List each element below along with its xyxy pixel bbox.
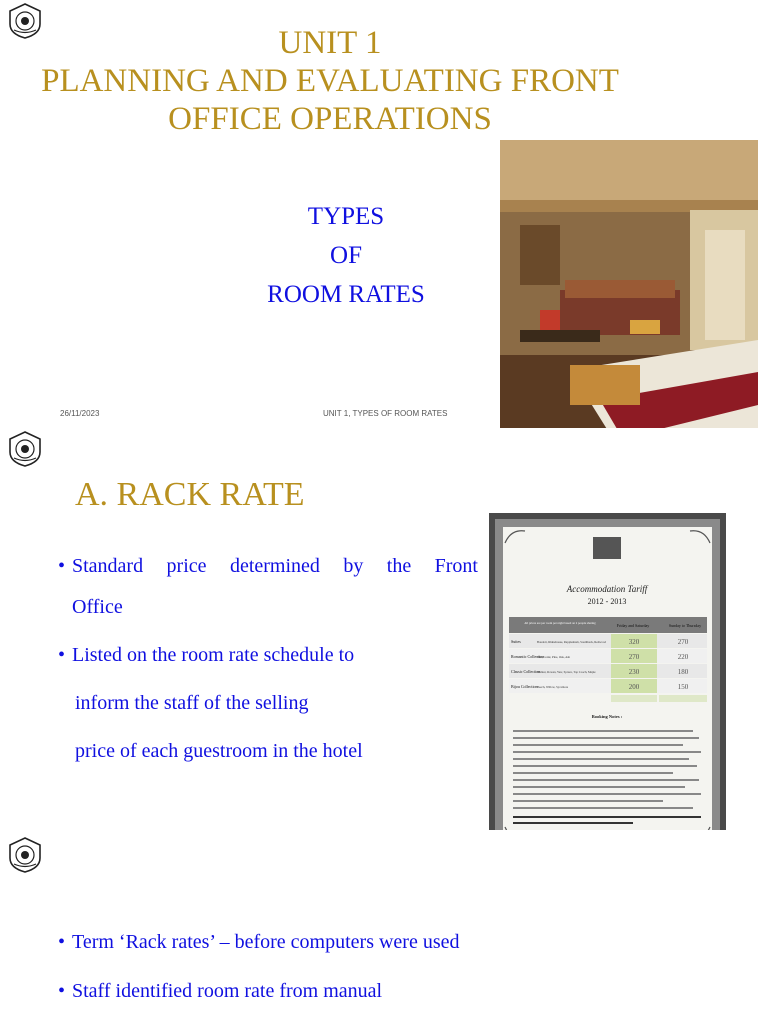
tariff-row-rooms: Beech, Willow, Sycamore [537,685,569,689]
subtitle-line-1: TYPES [307,203,385,230]
bullet-standard-price-continued [72,595,123,619]
tariff-row-sun: 180 [677,668,689,676]
bullet-marker: • [58,644,66,666]
tariff-row-fri: 270 [628,653,640,661]
tariff-row-rooms: Boudoir, Rhinehouse, Rapplesham, Southbeck, Redwood [537,640,606,644]
tariff-row [509,649,707,663]
tariff-row-fri: 200 [628,683,640,691]
subtitle-line-2: OF [330,242,362,269]
tariff-row-sun: 220 [677,653,689,661]
subtitle-line-3: ROOM RATES [267,281,425,308]
bullet-room-rate-line-2: inform the staff of the selling [75,692,309,714]
tariff-row-sun: 150 [677,683,689,691]
bullet-manual-rate [58,979,382,1003]
title-line-3: OFFICE OPERATIONS [168,101,492,137]
bullet-marker: • [58,555,66,577]
tariff-row-sun: 270 [677,638,689,646]
bullet-text-line-1: Standard price determined by the Front [72,555,478,577]
college-logo-icon [6,836,44,874]
tariff-years: 2012 - 2013 [587,597,627,606]
title-line-1: UNIT 1 [278,25,382,61]
tariff-row-fri: 230 [628,668,640,676]
tariff-row [509,634,707,648]
bullet-room-rate-line-3: price of each guestroom in the hotel [75,740,363,762]
bullet-marker: • [58,980,66,1002]
footer-date: 26/11/2023 [60,409,100,418]
tariff-booking-notes: Booking Notes : [591,714,623,719]
tariff-row-name: Classic Collection [511,669,541,674]
bullet-room-rate-schedule [58,643,354,667]
tariff-row-fri: 320 [628,638,640,646]
rack-rate-heading: A. RACK RATE [75,476,305,513]
tariff-header-sun: Sunday to Thursday [668,623,702,628]
bullet-text: Term ‘Rack rates’ – before computers were used [72,931,460,953]
tariff-row-name: Bijou Collection [511,684,538,689]
hotel-room-photo [500,140,758,428]
title-line-2: PLANNING AND EVALUATING FRONT [41,63,619,99]
bullet-rack-rates-term [58,930,460,954]
tariff-row-rooms: Walnut, Rowan, Yew, Spruce, Top Coach, Maple [537,670,596,674]
tariff-header-all: All prices are per room per night based on 2 people sharing [524,621,596,625]
slide-1 [0,0,768,428]
bullet-text: Staff identified room rate from manual [72,980,383,1002]
unit-title [0,24,660,138]
tariff-row-rooms: Elm, Cedar, Pine, Oak, Ash [537,655,571,659]
accommodation-tariff-image [489,513,726,857]
tariff-header-fri: Friday and Saturday [616,623,650,628]
tariff-row [509,679,707,693]
slide-3 [0,830,768,1024]
tariff-row-name: Suites [511,639,521,644]
college-logo-icon [6,430,44,468]
tariff-title: Accommodation Tariff [566,584,648,594]
tariff-row-name: Romantic Collection [511,654,545,659]
tariff-row [509,664,707,678]
bullet-text-line-2: Office [72,596,123,618]
footer-title: UNIT 1, TYPES OF ROOM RATES [323,409,448,418]
bullet-standard-price [58,554,478,578]
bullet-text-line-1: Listed on the room rate schedule to [72,644,355,666]
bullet-marker: • [58,931,66,953]
slide-2 [0,428,768,858]
